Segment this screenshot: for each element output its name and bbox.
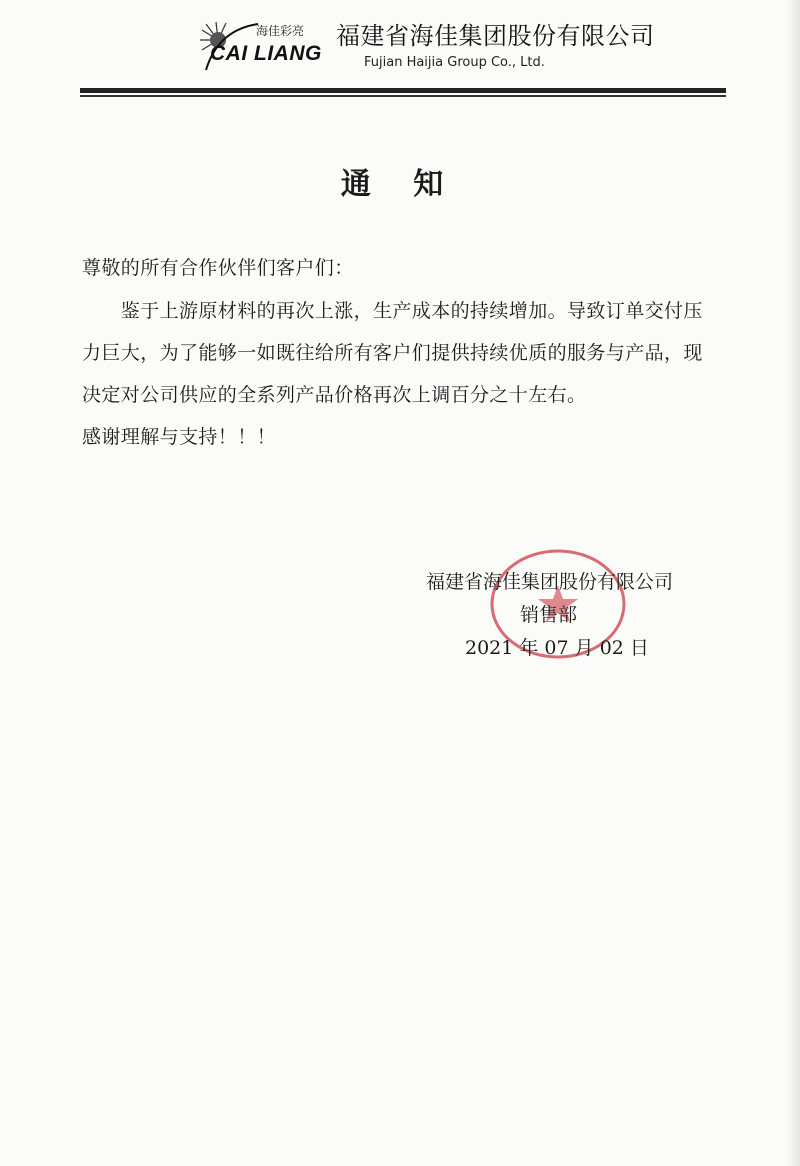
company-name-cn: 福建省海佳集团股份有限公司 (336, 22, 655, 50)
header-rule (80, 88, 726, 93)
logo-cn-text: 海佳彩亮 (256, 24, 305, 38)
header-rule-thin (80, 95, 726, 97)
paragraph-line: 鉴于上游原材料的再次上涨，生产成本的持续增加。导致订单交付压 (82, 300, 703, 322)
signature-department: 销售部 (520, 604, 578, 626)
company-name-en: Fujian Haijia Group Co., Ltd. (364, 55, 545, 70)
paragraph-line: 力巨大，为了能够一如既往给所有客户们提供持续优质的服务与产品，现 (82, 342, 703, 364)
salutation: 尊敬的所有合作伙伴们客户们： (82, 257, 354, 279)
signature-company: 福建省海佳集团股份有限公司 (426, 571, 674, 593)
logo-en-text: CAI LIANG (210, 42, 322, 65)
paragraph-line: 决定对公司供应的全系列产品价格再次上调百分之十左右。 (82, 384, 587, 406)
closing: 感谢理解与支持！！！ (82, 426, 277, 448)
notice-title: 通 知 (340, 167, 460, 202)
signature-date: 2021 年 07 月 02 日 (465, 637, 649, 659)
